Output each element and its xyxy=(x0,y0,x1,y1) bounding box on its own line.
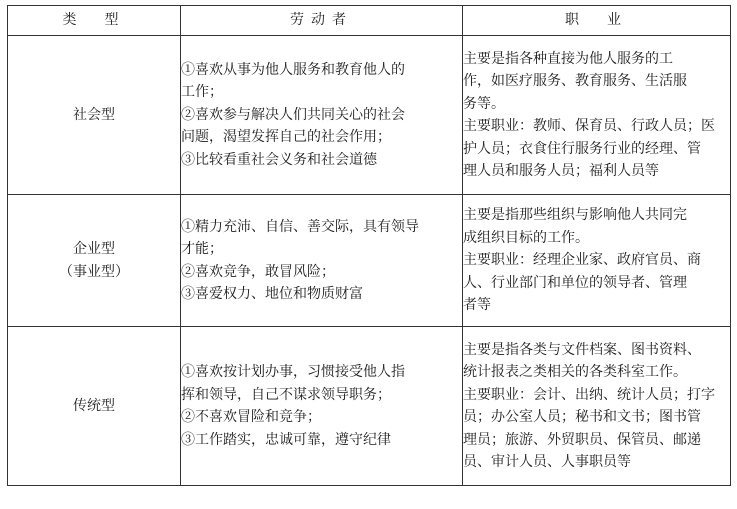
type-label: 社会型 xyxy=(73,106,115,123)
jobs-cell xyxy=(463,195,731,327)
trait-line: ③比较看重社会义务和社会道德 xyxy=(181,151,377,168)
header-type: 类 型 xyxy=(8,6,181,36)
type-sublabel: （事业型） xyxy=(59,263,129,280)
job-line: 员、审计人员、人事职员等 xyxy=(463,454,631,470)
trait-line: ①喜欢按计划办事，习惯接受他人指 xyxy=(181,364,405,380)
type-cell xyxy=(8,36,181,195)
table-row-conventional xyxy=(8,327,731,486)
jobs-cell xyxy=(463,36,731,195)
career-type-table xyxy=(7,5,731,486)
trait-line: 挥和领导，自己不谋求领导职务； xyxy=(181,386,391,403)
job-line: 主要是指那些组织与影响他人共同完 xyxy=(463,207,687,224)
job-line: 理员；旅游、外贸职员、保管员、邮递 xyxy=(463,431,701,448)
job-line: 主要职业：经理企业家、政府官员、商 xyxy=(463,252,701,269)
header-worker: 劳动者 xyxy=(181,6,463,36)
trait-line: ②喜欢竞争，敢冒风险； xyxy=(181,263,335,280)
type-label: 企业型 xyxy=(73,241,115,257)
job-line: 理人员和服务人员；福利人员等 xyxy=(463,163,659,179)
header-row xyxy=(8,6,731,36)
header-job: 职 业 xyxy=(463,6,731,36)
traits-cell xyxy=(181,327,463,486)
table-row-enterprise xyxy=(8,195,731,327)
trait-line: ③工作踏实，忠诚可靠，遵守纪律 xyxy=(181,431,391,448)
trait-line: 问题，渴望发挥自己的社会作用； xyxy=(181,129,391,146)
table-row-social xyxy=(8,36,731,195)
job-line: 主要职业：会计、出纳、统计人员；打字 xyxy=(463,386,715,403)
type-label: 传统型 xyxy=(73,397,115,414)
job-line: 护人员；衣食住行服务行业的经理、管 xyxy=(463,140,701,157)
job-line: 主要是指各类与文件档案、图书资料、 xyxy=(463,341,701,358)
type-cell xyxy=(8,327,181,486)
trait-line: ①精力充沛、自信、善交际，具有领导 xyxy=(181,218,419,235)
job-line: 者等 xyxy=(463,297,491,314)
traits-cell xyxy=(181,36,463,195)
trait-line: ②喜欢参与解决人们共同关心的社会 xyxy=(181,106,405,123)
job-line: 主要是指各种直接为他人服务的工 xyxy=(463,50,673,67)
trait-line: 才能； xyxy=(181,241,223,257)
job-line: 作，如医疗服务、教育服务、生活服 xyxy=(463,73,687,89)
job-line: 务等。 xyxy=(463,95,505,112)
trait-line: ②不喜欢冒险和竞争； xyxy=(181,409,321,425)
traits-cell xyxy=(181,195,463,327)
trait-line: ③喜爱权力、地位和物质财富 xyxy=(181,286,363,302)
job-line: 主要职业：教师、保育员、行政人员；医 xyxy=(463,118,715,134)
type-cell xyxy=(8,195,181,327)
trait-line: 工作； xyxy=(181,84,223,101)
job-line: 人、行业部门和单位的领导者、管理 xyxy=(463,274,687,291)
job-line: 统计报表之类相关的各类科室工作。 xyxy=(463,364,687,380)
job-line: 成组织目标的工作。 xyxy=(463,229,589,246)
trait-line: ①喜欢从事为他人服务和教育他人的 xyxy=(181,61,405,78)
job-line: 员；办公室人员；秘书和文书；图书管 xyxy=(463,409,701,425)
jobs-cell xyxy=(463,327,731,486)
